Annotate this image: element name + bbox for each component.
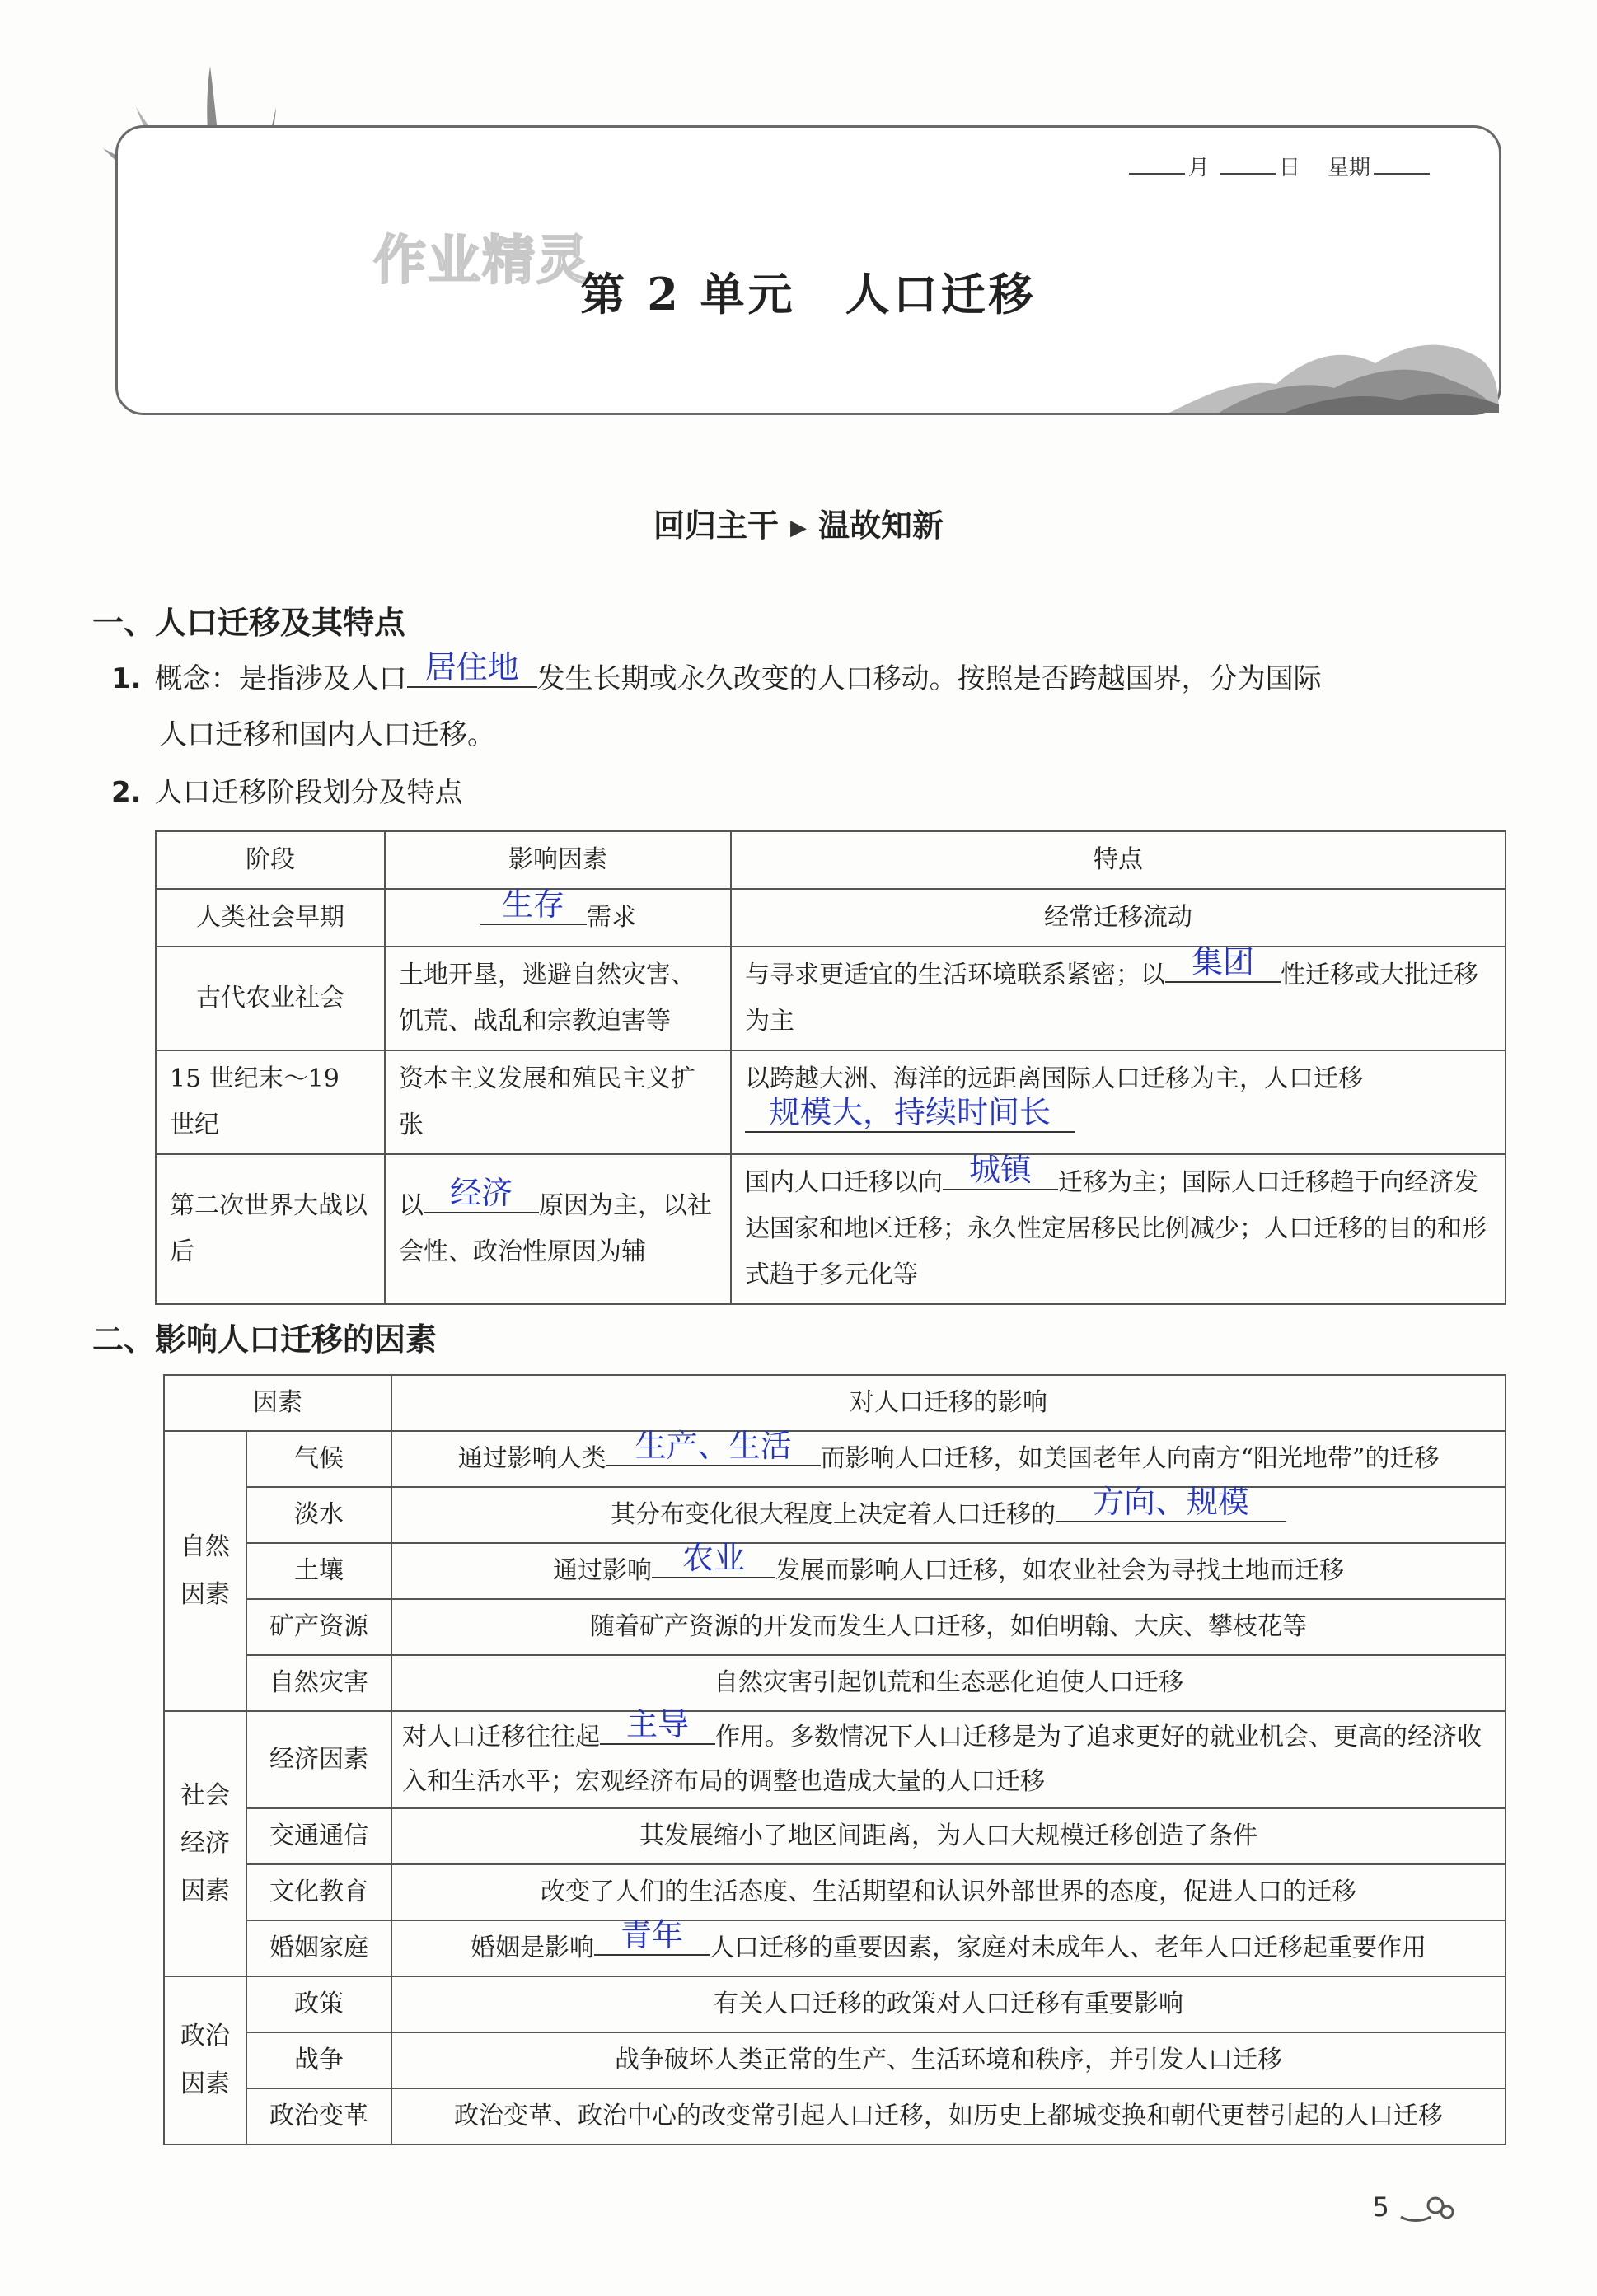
- marriage-blank: [594, 1917, 710, 1956]
- water-answer: 方向、规模: [1092, 1484, 1249, 1520]
- r4-blank: [424, 1175, 539, 1213]
- r1-answer: 生存: [501, 886, 564, 923]
- table-header-cell: 特点: [731, 831, 1506, 889]
- table-row: [156, 947, 1506, 1050]
- stage-cell: 第二次世界大战以后: [156, 1154, 385, 1304]
- date-month: 月: [1187, 156, 1210, 180]
- feature-cell: [731, 944, 1506, 1050]
- item2-number: 2.: [111, 776, 142, 809]
- date-day: 日: [1278, 156, 1300, 180]
- effect-cell: [391, 1428, 1506, 1487]
- climate-post: 而影响人口迁移，如美国老年人向南方“阳光地带”的迁移: [820, 1444, 1440, 1473]
- item2-paragraph: [111, 765, 1504, 821]
- group-cell-political: 政治因素: [164, 1976, 246, 2144]
- factor-cell: 政策: [246, 1976, 391, 2032]
- r1-factor-post: 需求: [587, 903, 636, 932]
- table-header-cell: 因素: [164, 1375, 391, 1431]
- stage-cell: 人类社会早期: [156, 889, 385, 947]
- r2-feature-post: 性迁移或大批迁移为主: [745, 961, 1478, 1036]
- effect-cell: 改变了人们的生活态度、生活期望和认识外部世界的态度，促进人口的迁移: [391, 1864, 1506, 1920]
- effect-cell: 有关人口迁移的政策对人口迁移有重要影响: [391, 1976, 1506, 2032]
- factor-cell: 文化教育: [246, 1864, 391, 1920]
- group-cell-social: 社会经济因素: [164, 1711, 246, 1976]
- table-header-cell: 阶段: [156, 831, 385, 889]
- r1-blank: [480, 886, 587, 925]
- item2-text: 人口迁移阶段划分及特点: [154, 776, 463, 809]
- factor-cell: 矿产资源: [246, 1599, 391, 1655]
- table-row: [164, 1920, 1506, 1976]
- r2-feature-pre: 与寻求更适宜的生活环境联系紧密；以: [745, 961, 1165, 989]
- part1-heading: 一、人口迁移及其特点: [92, 605, 406, 641]
- item1-pre: 概念：是指涉及人口: [154, 662, 407, 695]
- feature-cell: [731, 1050, 1506, 1154]
- item1-answer: 居住地: [424, 649, 519, 685]
- r4-feature-pre: 国内人口迁移以向: [745, 1168, 943, 1197]
- watermark-text: 作业精灵: [373, 231, 591, 292]
- migration-factors-table: [163, 1374, 1506, 2145]
- table-row: [164, 1655, 1506, 1711]
- section-band: [0, 500, 1597, 545]
- r3-feature: 以跨越大洲、海洋的远距离国际人口迁移为主，人口迁移: [745, 1064, 1363, 1093]
- effect-cell: [391, 1917, 1506, 1976]
- r4b-answer: 城镇: [968, 1152, 1032, 1188]
- marriage-answer: 青年: [620, 1917, 683, 1953]
- item1-post: 发生长期或永久改变的人口移动。按照是否跨越国界，分为国际: [536, 662, 1322, 695]
- mountain-decoration: [1169, 339, 1499, 413]
- table-row: [156, 831, 1506, 889]
- table-row: [164, 1864, 1506, 1920]
- table-row: [156, 889, 1506, 947]
- item1-number: 1.: [111, 662, 142, 695]
- r3-answer: 规模大，持续时间长: [768, 1094, 1051, 1130]
- factor-cell: 资本主义发展和殖民主义扩张: [385, 1050, 731, 1154]
- r2-answer: 集团: [1191, 944, 1254, 980]
- table-row: [164, 1976, 1506, 2032]
- table-row: [164, 1431, 1506, 1487]
- factor-cell: 淡水: [246, 1487, 391, 1543]
- r4-feature-post: 迁移为主；国际人口迁移趋于向经济发达国家和地区迁移；永久性定居移民比例减少；人口迁移的目的和形式趋于多元化等: [745, 1168, 1487, 1289]
- item1-blank: [407, 649, 537, 688]
- factor-cell: [385, 886, 731, 947]
- table-header-cell: 对人口迁移的影响: [391, 1375, 1506, 1431]
- climate-answer: 生产、生活: [635, 1428, 792, 1464]
- effect-cell: [391, 1484, 1506, 1543]
- soil-pre: 通过影响: [553, 1556, 652, 1585]
- factor-cell: 交通通信: [246, 1808, 391, 1864]
- item1-paragraph: [111, 651, 1504, 763]
- factor-cell: 气候: [246, 1431, 391, 1487]
- r4b-blank: [943, 1152, 1058, 1190]
- page-number-text: 5: [1372, 2191, 1389, 2223]
- stage-cell: 古代农业社会: [156, 947, 385, 1050]
- page-title: [118, 260, 1499, 323]
- effect-cell: [391, 1706, 1506, 1808]
- table-row: [164, 1375, 1506, 1431]
- group-cell-natural: 自然因素: [164, 1431, 246, 1711]
- factor-cell: 自然灾害: [246, 1655, 391, 1711]
- factor-cell: 战争: [246, 2032, 391, 2088]
- marriage-post: 人口迁移的重要因素，家庭对未成年人、老年人口迁移起重要作用: [710, 1934, 1426, 1962]
- r4-answer: 经济: [449, 1175, 513, 1211]
- effect-cell: 随着矿产资源的开发而发生人口迁移，如伯明翰、大庆、攀枝花等: [391, 1599, 1506, 1655]
- soil-answer: 农业: [681, 1540, 745, 1576]
- effect-cell: [391, 1540, 1506, 1599]
- migration-stages-table: [155, 830, 1506, 1305]
- feature-cell: [731, 1154, 1506, 1304]
- unit-label: 第 2 单元: [580, 268, 796, 320]
- table-row: [164, 2032, 1506, 2088]
- r3-blank: [745, 1094, 1075, 1133]
- table-row: [156, 1154, 1506, 1304]
- water-blank: [1056, 1484, 1286, 1522]
- table-row: [164, 1808, 1506, 1864]
- factor-cell: [385, 1154, 731, 1304]
- water-pre: 其分布变化很大程度上决定着人口迁移的: [611, 1500, 1056, 1529]
- table-row: [164, 1599, 1506, 1655]
- table-row: [164, 1543, 1506, 1599]
- feature-cell: 经常迁移流动: [731, 889, 1506, 947]
- economy-blank: [600, 1706, 715, 1745]
- item1-line2: 人口迁移和国内人口迁移。: [159, 718, 495, 751]
- table-row: [164, 1487, 1506, 1543]
- economy-answer: 主导: [625, 1706, 689, 1742]
- page-number: [1372, 2191, 1455, 2225]
- marriage-pre: 婚姻是影响: [471, 1934, 594, 1962]
- effect-cell: 战争破坏人类正常的生产、生活环境和秩序，并引发人口迁移: [391, 2032, 1506, 2088]
- economy-post: 作用。多数情况下人口迁移是为了追求更好的就业机会、更高的经济收入和生活水平；宏观经济布局的调整也造成大量的人口迁移: [402, 1723, 1482, 1796]
- soil-post: 发展而影响人口迁移，如农业社会为寻找土地而迁移: [775, 1556, 1344, 1585]
- factor-cell: 政治变革: [246, 2088, 391, 2144]
- r2-blank: [1165, 944, 1281, 983]
- r4-factor-post: 原因为主，以社会性、政治性原因为辅: [399, 1191, 712, 1266]
- factor-cell: 婚姻家庭: [246, 1920, 391, 1976]
- climate-pre: 通过影响人类: [457, 1444, 606, 1473]
- factor-cell: 土壤: [246, 1543, 391, 1599]
- economy-pre: 对人口迁移往往起: [402, 1723, 600, 1751]
- unit-header-box: [115, 125, 1501, 415]
- r4-factor-pre: 以: [399, 1191, 424, 1220]
- play-arrow-icon: ▶: [790, 515, 807, 540]
- factor-cell: 经济因素: [246, 1711, 391, 1808]
- cloud-swirl-icon: [1398, 2192, 1455, 2225]
- table-row: [164, 2088, 1506, 2144]
- table-header-cell: 影响因素: [385, 831, 731, 889]
- soil-blank: [652, 1540, 775, 1578]
- effect-cell: 政治变革、政治中心的改变常引起人口迁移，如历史上都城变换和朝代更替引起的人口迁移: [391, 2088, 1506, 2144]
- effect-cell: 其发展缩小了地区间距离，为人口大规模迁移创造了条件: [391, 1808, 1506, 1864]
- section-band-right: 温故知新: [818, 507, 944, 544]
- part2-heading: 二、影响人口迁移的因素: [92, 1321, 438, 1358]
- effect-cell: 自然灾害引起饥荒和生态恶化迫使人口迁移: [391, 1655, 1506, 1711]
- table-row: [156, 1050, 1506, 1154]
- climate-blank: [606, 1428, 821, 1466]
- factor-cell: 土地开垦，逃避自然灾害、饥荒、战乱和宗教迫害等: [385, 947, 731, 1050]
- stage-cell: 15 世纪末～19 世纪: [156, 1050, 385, 1154]
- table-row: [164, 1711, 1506, 1808]
- date-weekday: 星期: [1327, 156, 1370, 180]
- date-line: [1126, 151, 1433, 181]
- section-band-left: 回归主干: [653, 507, 779, 544]
- unit-title: 人口迁移: [845, 268, 1037, 320]
